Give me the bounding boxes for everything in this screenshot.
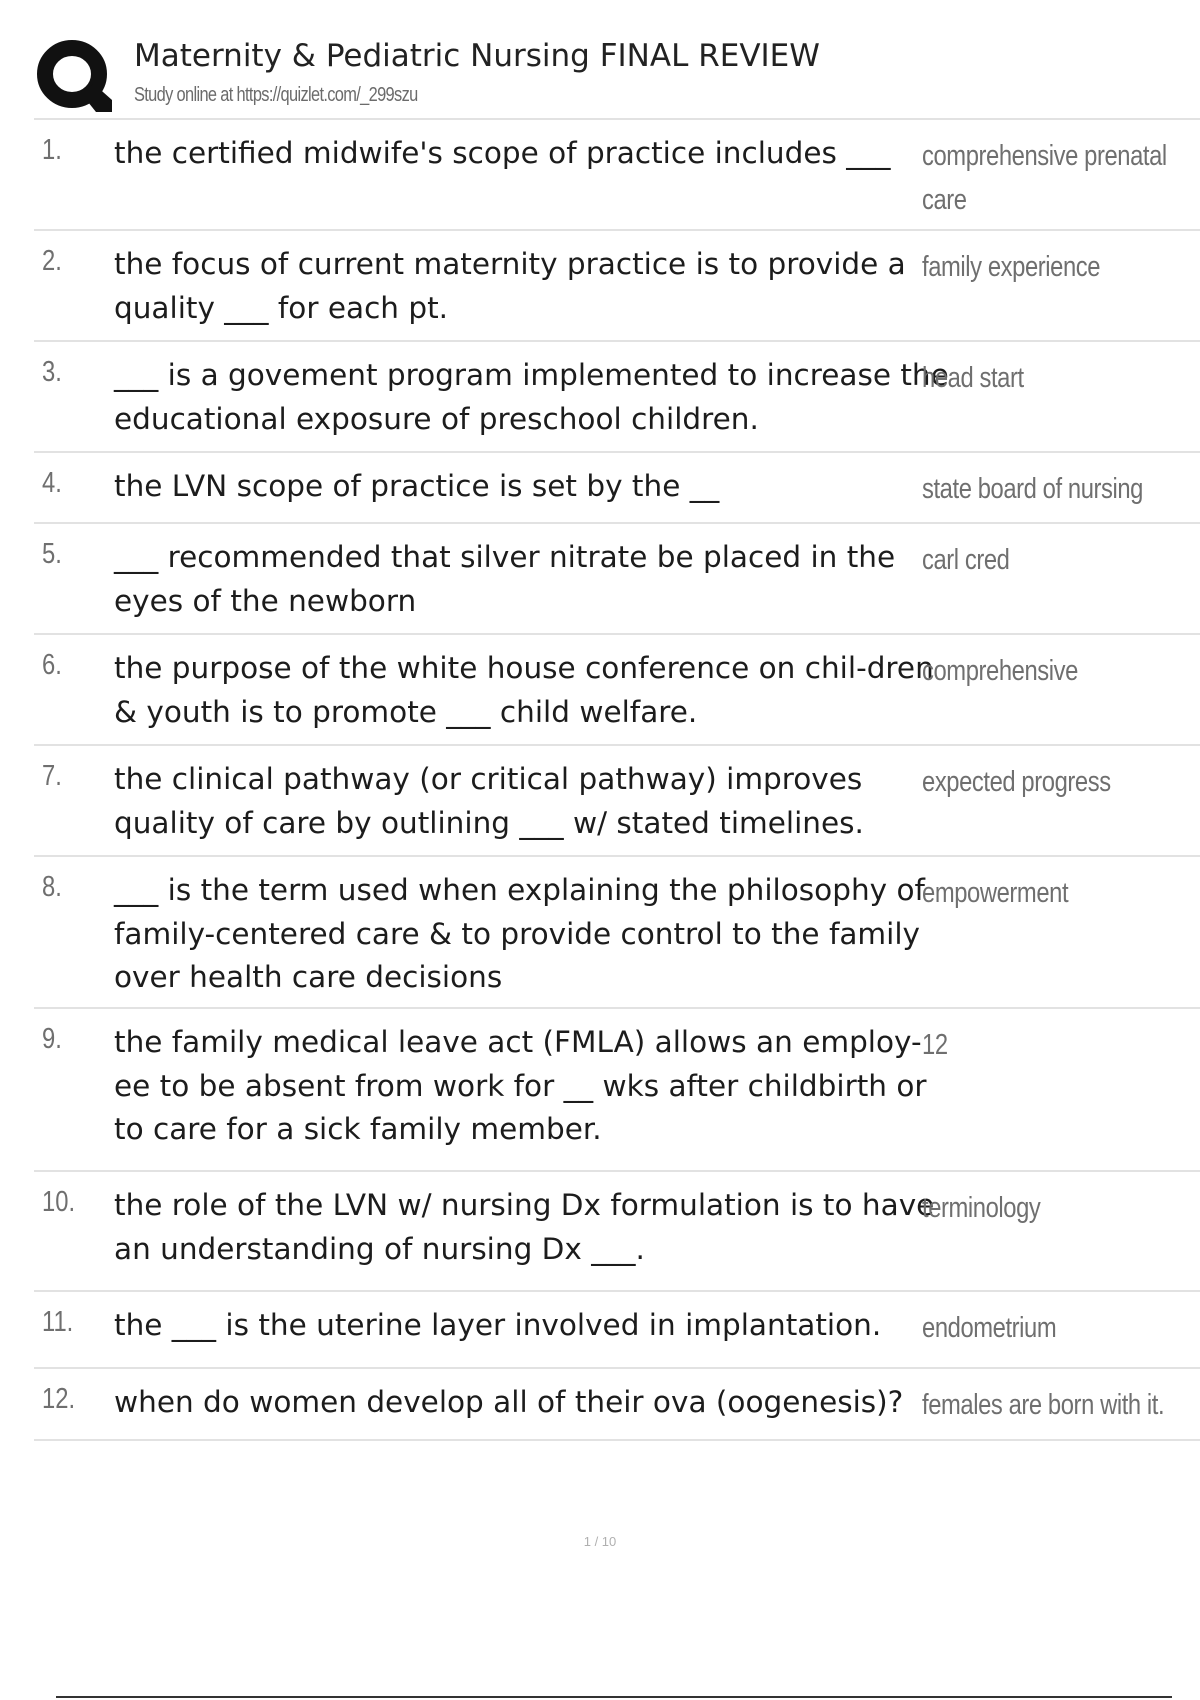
card-term: ___ is the term used when explaining the philosophy of family-centered care & to provide control to the family over health care decisions [114,873,925,994]
card-term: the LVN scope of practice is set by the __ [114,469,720,503]
card-number: 4. [42,467,62,499]
card-term: the family medical leave act (FMLA) allows an employ-ee to be absent from work for __ wks after childbirth or to care for a sick family member. [114,1025,927,1146]
card-number: 2. [42,245,62,277]
card-number: 6. [42,649,62,681]
card-definition: comprehensive prenatal care [922,140,1167,216]
card-term: the role of the LVN w/ nursing Dx formulation is to have an understanding of nursing Dx ___. [114,1188,935,1266]
page-number: 1 / 10 [583,1534,617,1549]
card-definition: 12 [922,1029,948,1061]
card-definition: head start [922,362,1024,394]
card-term: when do women develop all of their ova (oogenesis)? [114,1385,904,1419]
card-number: 9. [42,1023,62,1055]
flashcard-row [34,524,1200,635]
flashcard-row [34,453,1200,524]
flashcard-row [34,342,1200,453]
quizlet-q-logo-icon [34,36,114,116]
card-definition: endometrium [922,1312,1057,1344]
card-number: 12. [42,1383,76,1415]
flashcard-row [34,1172,1200,1292]
card-term: the ___ is the uterine layer involved in implantation. [114,1308,882,1342]
flashcard-row [34,1369,1200,1441]
card-definition: carl cred [922,544,1010,576]
card-term: ___ is a govement program implemented to increase the educational exposure of preschool children. [114,358,949,436]
card-number: 3. [42,356,62,388]
card-term: the certified midwife's scope of practice includes ___ [114,136,891,170]
study-online-link[interactable]: Study online at https://quizlet.com/_299szu [134,84,418,106]
card-number: 11. [42,1306,74,1338]
page-title: Maternity & Pediatric Nursing FINAL REVIEW [134,38,820,74]
card-definition: expected progress [922,766,1111,798]
flashcard-row [34,1292,1200,1369]
card-term: the clinical pathway (or critical pathway) improves quality of care by outlining ___ w/ stated timelines. [114,762,864,840]
card-definition: comprehensive [922,655,1078,687]
card-definition: family experience [922,251,1101,283]
flashcard-list [34,120,1200,1441]
card-number: 10. [42,1186,76,1218]
flashcard-row [34,231,1200,342]
divider [56,1696,1172,1698]
card-number: 8. [42,871,62,903]
card-definition: females are born with it. [922,1389,1165,1421]
card-definition: state board of nursing [922,473,1144,505]
card-term: the purpose of the white house conference on chil-dren & youth is to promote ___ child welfare. [114,651,934,729]
flashcard-row [34,635,1200,746]
flashcard-row [34,746,1200,857]
card-definition: empowerment [922,877,1069,909]
card-term: ___ recommended that silver nitrate be placed in the eyes of the newborn [114,540,896,618]
card-term: the focus of current maternity practice is to provide a quality ___ for each pt. [114,247,906,325]
flashcard-row [34,120,1200,231]
card-definition: terminology [922,1192,1041,1224]
card-number: 1. [42,134,62,166]
card-number: 7. [42,760,62,792]
card-number: 5. [42,538,62,570]
flashcard-row [34,1009,1200,1172]
page-header [34,36,1200,120]
flashcard-row [34,857,1200,1009]
